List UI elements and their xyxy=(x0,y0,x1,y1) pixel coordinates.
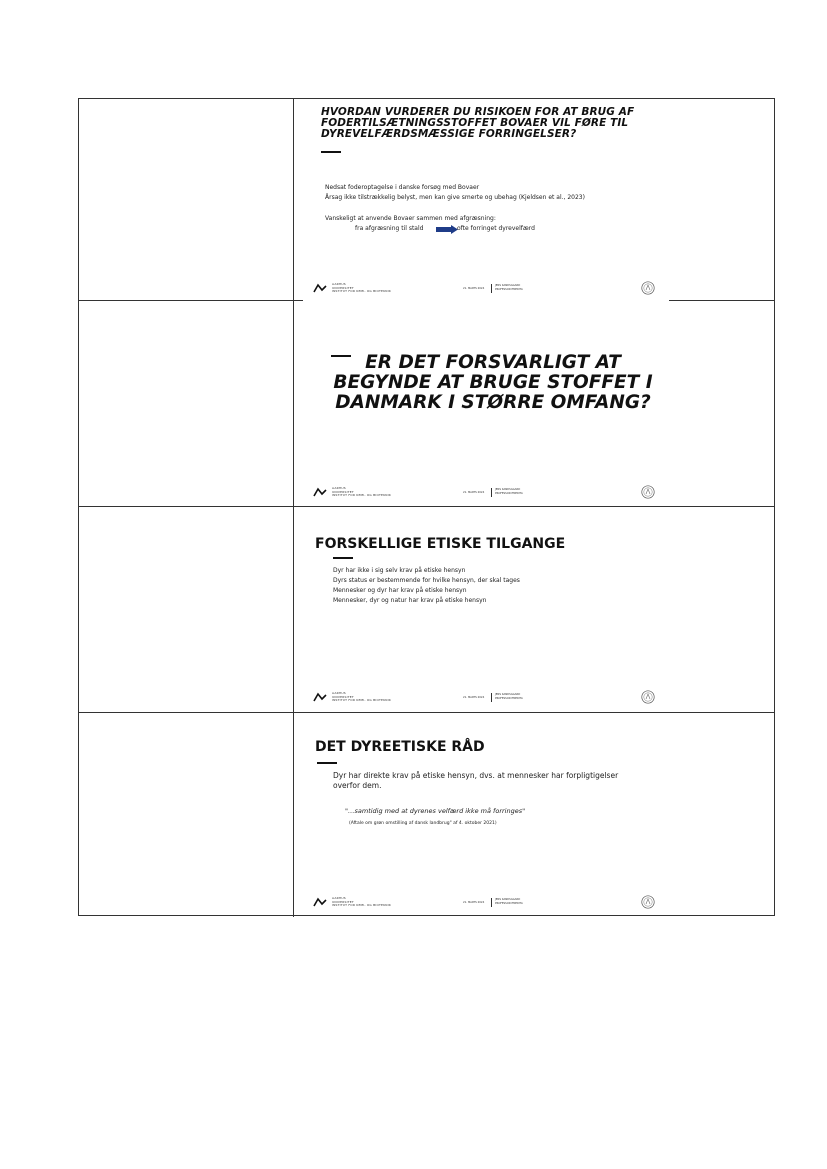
slide-text: Årsag ikke tilstrækkelig belyst, men kan give smerte og ubehag (Kjeldsen et al., 2023) xyxy=(325,194,585,201)
university-name: AARHUS UNIVERSITET INSTITUT FOR KEMI- OG BIOTEKNIK xyxy=(332,486,391,497)
footer-date: 21. MARTS 2024 xyxy=(463,287,485,290)
slide-1 xyxy=(303,101,669,301)
footer-date: 21. MARTS 2024 xyxy=(463,491,485,494)
slide-list-item: Dyrs status er bestemmende for hvilke hensyn, der skal tages xyxy=(333,577,520,584)
seal-icon xyxy=(641,485,655,499)
handout-table xyxy=(78,98,775,916)
title-dash xyxy=(321,151,341,153)
title-dash xyxy=(317,762,337,764)
slide-text: Nedsat foderoptagelse i danske forsøg med Bovaer xyxy=(325,184,480,191)
notes-cell xyxy=(79,507,294,712)
university-name: AARHUS UNIVERSITET INSTITUT FOR KEMI- OG BIOTEKNIK xyxy=(332,691,391,702)
university-name: AARHUS UNIVERSITET INSTITUT FOR KEMI- OG BIOTEKNIK xyxy=(332,896,391,907)
footer-date: 21. MARTS 2024 xyxy=(463,901,485,904)
footer-author: JENS KANDSGAARD PROFESSOR EMERITA xyxy=(495,284,523,291)
slide-title: ER DET FORSVARLIGT AT BEGYNDE AT BRUGE STOFFET I DANMARK I STØRRE OMFANG? xyxy=(333,352,653,413)
slide-title: HVORDAN VURDERER DU RISIKOEN FOR AT BRUG AF FODERTILSÆTNINGSSTOFFET BOVAER VIL FØRE TIL DYREVELFÆRDSMÆSSIGE FORRINGELSER? xyxy=(321,106,635,140)
aarhus-logo-icon xyxy=(313,897,327,907)
slide-footer xyxy=(313,485,659,501)
slide-title: DET DYREETISKE RÅD xyxy=(315,739,485,755)
handout-row-1 xyxy=(79,99,774,301)
footer-date: 21. MARTS 2024 xyxy=(463,696,485,699)
slide-footer xyxy=(313,895,659,911)
slide-text: Vanskeligt at anvende Bovaer sammen med afgræsning: xyxy=(325,215,496,222)
arrow-right-icon xyxy=(436,225,458,234)
notes-cell xyxy=(79,301,294,506)
seal-icon xyxy=(641,281,655,295)
footer-divider xyxy=(491,898,492,907)
footer-divider xyxy=(491,284,492,293)
slide-3 xyxy=(303,510,669,710)
slide-title: FORSKELLIGE ETISKE TILGANGE xyxy=(315,536,566,552)
slide-text: ofte forringet dyrevelfærd xyxy=(457,225,535,232)
footer-divider xyxy=(491,693,492,702)
aarhus-logo-icon xyxy=(313,692,327,702)
handout-row-3 xyxy=(79,507,774,713)
slide-list-item: Dyr har ikke i sig selv krav på etiske hensyn xyxy=(333,567,466,574)
seal-icon xyxy=(641,895,655,909)
slide-2 xyxy=(303,305,669,505)
handout-row-2 xyxy=(79,301,774,507)
title-dash xyxy=(333,557,353,559)
slide-list-item: Mennesker, dyr og natur har krav på etiske hensyn xyxy=(333,597,487,604)
aarhus-logo-icon xyxy=(313,487,327,497)
footer-author: JENS KANDSGAARD PROFESSOR EMERITA xyxy=(495,693,523,700)
slide-footer xyxy=(313,690,659,706)
slide-quote: "…samtidig med at dyrenes velfærd ikke må forringes" xyxy=(345,807,526,815)
slide-text: fra afgræsning til stald xyxy=(355,225,424,232)
notes-cell xyxy=(79,713,294,917)
seal-icon xyxy=(641,690,655,704)
slide-list-item: Mennesker og dyr har krav på etiske hensyn xyxy=(333,587,467,594)
slide-source: (Aftale om grøn omstilling af dansk landbrug" af 4. oktober 2021) xyxy=(349,821,497,826)
notes-cell xyxy=(79,99,294,300)
university-name: AARHUS UNIVERSITET INSTITUT FOR KEMI- OG BIOTEKNIK xyxy=(332,282,391,293)
footer-divider xyxy=(491,488,492,497)
slide-4 xyxy=(303,715,669,915)
handout-row-4 xyxy=(79,713,774,917)
aarhus-logo-icon xyxy=(313,283,327,293)
footer-author: JENS KANDSGAARD PROFESSOR EMERITA xyxy=(495,898,523,905)
slide-footer xyxy=(313,281,659,297)
slide-text: Dyr har direkte krav på etiske hensyn, dvs. at mennesker har forpligtigelser overfor dem. xyxy=(333,771,619,790)
footer-author: JENS KANDSGAARD PROFESSOR EMERITA xyxy=(495,488,523,495)
